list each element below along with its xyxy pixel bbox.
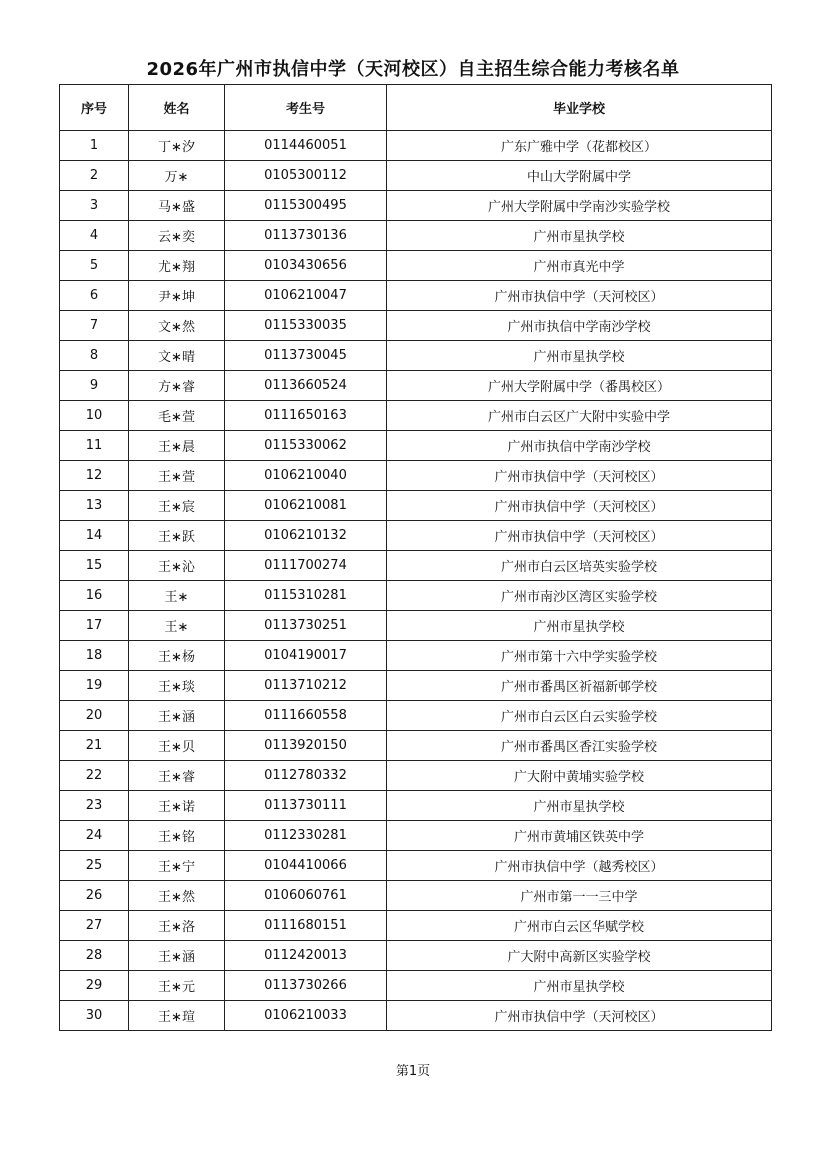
cell-school: 广州市白云区培英实验学校 — [387, 551, 772, 581]
table-row — [60, 551, 772, 581]
cell-exam-id: 0105300112 — [225, 161, 387, 191]
cell-exam-id: 0113730045 — [225, 341, 387, 371]
cell-school: 广州市执信中学（越秀校区） — [387, 851, 772, 881]
cell-school: 广州市真光中学 — [387, 251, 772, 281]
cell-index: 8 — [60, 341, 129, 371]
cell-name: 尹∗坤 — [129, 281, 225, 311]
cell-index: 14 — [60, 521, 129, 551]
cell-index: 6 — [60, 281, 129, 311]
cell-index: 22 — [60, 761, 129, 791]
cell-school: 广州市执信中学（天河校区） — [387, 281, 772, 311]
cell-index: 11 — [60, 431, 129, 461]
cell-name: 王∗瑄 — [129, 1001, 225, 1031]
cell-school: 广州市南沙区湾区实验学校 — [387, 581, 772, 611]
table-row — [60, 1001, 772, 1031]
cell-exam-id: 0113730136 — [225, 221, 387, 251]
table-row — [60, 641, 772, 671]
cell-school: 广州市第一一三中学 — [387, 881, 772, 911]
cell-exam-id: 0113660524 — [225, 371, 387, 401]
cell-school: 广大附中高新区实验学校 — [387, 941, 772, 971]
cell-school: 广大附中黄埔实验学校 — [387, 761, 772, 791]
cell-index: 30 — [60, 1001, 129, 1031]
cell-exam-id: 0113730111 — [225, 791, 387, 821]
table-row — [60, 191, 772, 221]
cell-name: 王∗元 — [129, 971, 225, 1001]
table-row — [60, 701, 772, 731]
cell-index: 4 — [60, 221, 129, 251]
cell-name: 王∗宸 — [129, 491, 225, 521]
cell-exam-id: 0112420013 — [225, 941, 387, 971]
cell-school: 广东广雅中学（花都校区） — [387, 131, 772, 161]
table-row — [60, 521, 772, 551]
table-body — [60, 131, 772, 1031]
table-row — [60, 461, 772, 491]
cell-exam-id: 0106210047 — [225, 281, 387, 311]
cell-exam-id: 0114460051 — [225, 131, 387, 161]
cell-index: 13 — [60, 491, 129, 521]
page-title: 2026年广州市执信中学（天河校区）自主招生综合能力考核名单 — [146, 59, 680, 80]
cell-index: 24 — [60, 821, 129, 851]
cell-exam-id: 0113730251 — [225, 611, 387, 641]
table-row — [60, 161, 772, 191]
cell-exam-id: 0113730266 — [225, 971, 387, 1001]
cell-exam-id: 0111700274 — [225, 551, 387, 581]
cell-name: 王∗萱 — [129, 461, 225, 491]
cell-school: 广州市白云区华赋学校 — [387, 911, 772, 941]
cell-exam-id: 0111650163 — [225, 401, 387, 431]
cell-school: 广州市执信中学（天河校区） — [387, 1001, 772, 1031]
cell-name: 尤∗翔 — [129, 251, 225, 281]
table-row — [60, 401, 772, 431]
table-row — [60, 971, 772, 1001]
cell-school: 广州市执信中学南沙学校 — [387, 311, 772, 341]
cell-exam-id: 0112330281 — [225, 821, 387, 851]
cell-name: 王∗宁 — [129, 851, 225, 881]
cell-index: 16 — [60, 581, 129, 611]
cell-index: 26 — [60, 881, 129, 911]
cell-index: 25 — [60, 851, 129, 881]
cell-exam-id: 0106210033 — [225, 1001, 387, 1031]
cell-name: 王∗睿 — [129, 761, 225, 791]
cell-exam-id: 0106210081 — [225, 491, 387, 521]
cell-name: 王∗跃 — [129, 521, 225, 551]
cell-school: 广州市黄埔区铁英中学 — [387, 821, 772, 851]
cell-name: 王∗涵 — [129, 941, 225, 971]
cell-index: 18 — [60, 641, 129, 671]
cell-index: 12 — [60, 461, 129, 491]
cell-name: 王∗ — [129, 581, 225, 611]
table-row — [60, 881, 772, 911]
table-row — [60, 281, 772, 311]
roster-table — [59, 84, 772, 1031]
cell-index: 1 — [60, 131, 129, 161]
cell-school: 广州市星执学校 — [387, 341, 772, 371]
cell-index: 3 — [60, 191, 129, 221]
table-row — [60, 341, 772, 371]
cell-school: 广州市执信中学（天河校区） — [387, 491, 772, 521]
cell-name: 王∗ — [129, 611, 225, 641]
cell-exam-id: 0104190017 — [225, 641, 387, 671]
table-row — [60, 371, 772, 401]
cell-school: 广州市星执学校 — [387, 221, 772, 251]
cell-exam-id: 0115300495 — [225, 191, 387, 221]
cell-exam-id: 0115330035 — [225, 311, 387, 341]
cell-index: 29 — [60, 971, 129, 1001]
table-row — [60, 431, 772, 461]
table-row — [60, 851, 772, 881]
cell-index: 9 — [60, 371, 129, 401]
cell-index: 17 — [60, 611, 129, 641]
cell-name: 王∗洛 — [129, 911, 225, 941]
table-row — [60, 251, 772, 281]
table-row — [60, 821, 772, 851]
cell-name: 毛∗萱 — [129, 401, 225, 431]
cell-index: 23 — [60, 791, 129, 821]
cell-name: 文∗晴 — [129, 341, 225, 371]
table-row — [60, 131, 772, 161]
cell-name: 王∗涵 — [129, 701, 225, 731]
cell-name: 王∗杨 — [129, 641, 225, 671]
cell-school: 广州市执信中学（天河校区） — [387, 461, 772, 491]
cell-name: 丁∗汐 — [129, 131, 225, 161]
cell-index: 10 — [60, 401, 129, 431]
cell-exam-id: 0106060761 — [225, 881, 387, 911]
cell-name: 文∗然 — [129, 311, 225, 341]
cell-exam-id: 0104410066 — [225, 851, 387, 881]
cell-school: 广州市白云区白云实验学校 — [387, 701, 772, 731]
header-index: 序号 — [60, 85, 129, 131]
header-name: 姓名 — [129, 85, 225, 131]
cell-exam-id: 0115330062 — [225, 431, 387, 461]
cell-exam-id: 0113920150 — [225, 731, 387, 761]
cell-name: 方∗睿 — [129, 371, 225, 401]
cell-exam-id: 0106210132 — [225, 521, 387, 551]
table-row — [60, 611, 772, 641]
cell-exam-id: 0106210040 — [225, 461, 387, 491]
table-row — [60, 911, 772, 941]
cell-school: 广州市执信中学南沙学校 — [387, 431, 772, 461]
cell-exam-id: 0112780332 — [225, 761, 387, 791]
cell-exam-id: 0113710212 — [225, 671, 387, 701]
cell-index: 28 — [60, 941, 129, 971]
cell-exam-id: 0111680151 — [225, 911, 387, 941]
page-number: 第1页 — [395, 1064, 431, 1079]
table-row — [60, 311, 772, 341]
cell-name: 万∗ — [129, 161, 225, 191]
cell-name: 王∗然 — [129, 881, 225, 911]
table-row — [60, 671, 772, 701]
table-row — [60, 581, 772, 611]
cell-school: 广州大学附属中学南沙实验学校 — [387, 191, 772, 221]
cell-name: 王∗贝 — [129, 731, 225, 761]
cell-index: 19 — [60, 671, 129, 701]
table-row — [60, 941, 772, 971]
cell-school: 广州大学附属中学（番禺校区） — [387, 371, 772, 401]
header-exam-id: 考生号 — [225, 85, 387, 131]
cell-school: 广州市番禺区祈福新邨学校 — [387, 671, 772, 701]
cell-index: 21 — [60, 731, 129, 761]
cell-name: 云∗奕 — [129, 221, 225, 251]
cell-name: 王∗沁 — [129, 551, 225, 581]
cell-school: 广州市白云区广大附中实验中学 — [387, 401, 772, 431]
cell-school: 广州市执信中学（天河校区） — [387, 521, 772, 551]
cell-index: 20 — [60, 701, 129, 731]
cell-school: 广州市星执学校 — [387, 611, 772, 641]
cell-school: 广州市星执学校 — [387, 971, 772, 1001]
cell-exam-id: 0111660558 — [225, 701, 387, 731]
cell-name: 王∗晨 — [129, 431, 225, 461]
table-row — [60, 221, 772, 251]
cell-name: 王∗铭 — [129, 821, 225, 851]
table-header-row — [60, 85, 772, 131]
cell-index: 27 — [60, 911, 129, 941]
cell-school: 中山大学附属中学 — [387, 161, 772, 191]
cell-index: 2 — [60, 161, 129, 191]
table-row — [60, 761, 772, 791]
cell-school: 广州市番禺区香江实验学校 — [387, 731, 772, 761]
table-row — [60, 491, 772, 521]
table-row — [60, 731, 772, 761]
table-row — [60, 791, 772, 821]
header-school: 毕业学校 — [387, 85, 772, 131]
cell-exam-id: 0103430656 — [225, 251, 387, 281]
cell-name: 马∗盛 — [129, 191, 225, 221]
cell-name: 王∗琰 — [129, 671, 225, 701]
cell-name: 王∗诺 — [129, 791, 225, 821]
cell-exam-id: 0115310281 — [225, 581, 387, 611]
cell-school: 广州市第十六中学实验学校 — [387, 641, 772, 671]
cell-index: 5 — [60, 251, 129, 281]
cell-index: 15 — [60, 551, 129, 581]
cell-index: 7 — [60, 311, 129, 341]
cell-school: 广州市星执学校 — [387, 791, 772, 821]
